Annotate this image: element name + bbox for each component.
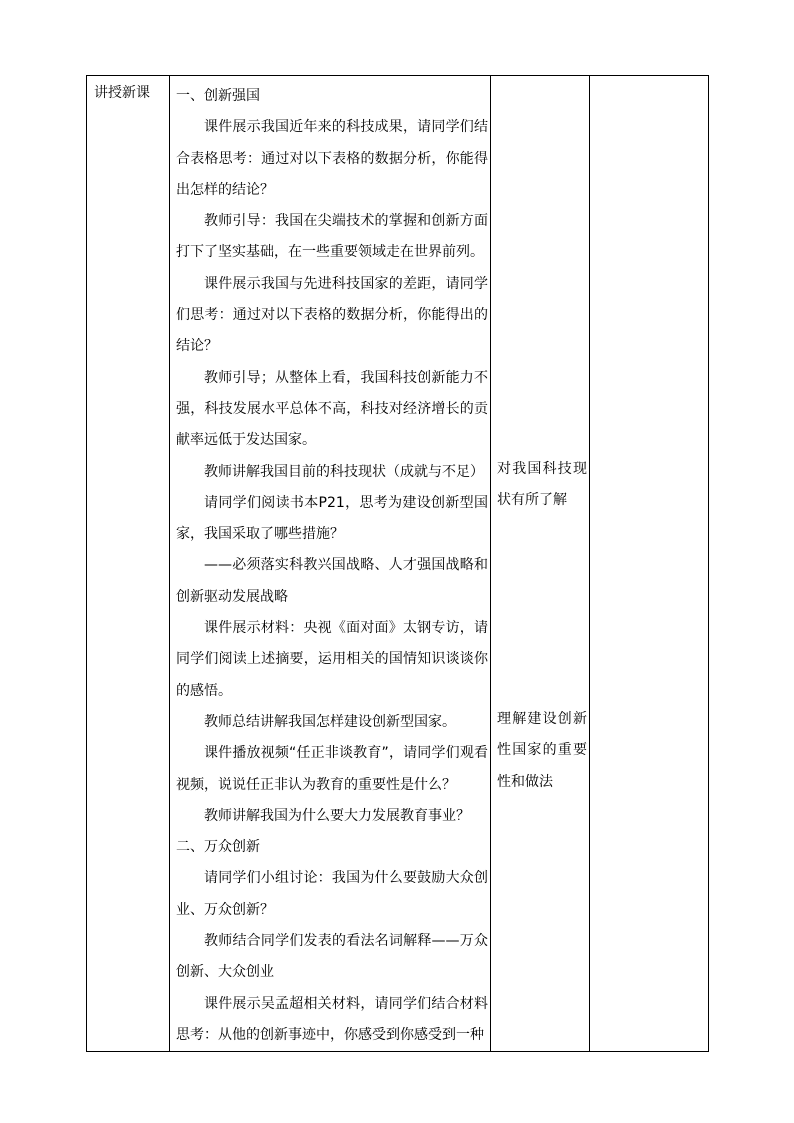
design-intent-text: 理解建设创新性国家的重要性和做法	[497, 711, 587, 790]
table-row	[87, 76, 709, 1052]
content-paragraph: 请同学们小组讨论：我国为什么要鼓励大众创业、万众创新？	[176, 870, 488, 918]
content-paragraph: 教师讲解我国目前的科技现状（成就与不足）	[204, 463, 484, 480]
content-paragraph: 课件展示材料：央视《面对面》太钢专访，请同学们阅读上述摘要，运用相关的国情知识谈谈你的感悟。	[176, 620, 488, 699]
content-paragraph: ——必须落实科教兴国战略、人才强国战略和创新驱动发展战略	[176, 557, 488, 605]
content-paragraph: 一、创新强国	[176, 88, 260, 104]
teaching-content-cell	[170, 76, 491, 1052]
content-paragraph: 请同学们阅读书本P21，思考为建设创新型国家，我国采取了哪些措施？	[176, 494, 488, 543]
content-paragraph: 课件展示我国近年来的科技成果，请同学们结合表格思考：通过对以下表格的数据分析，你能得出怎样的结论？	[176, 119, 488, 198]
row-label: 讲授新课	[94, 85, 150, 101]
lesson-plan-table	[86, 75, 709, 1052]
content-paragraph: 二、万众创新	[176, 839, 260, 856]
content-paragraph: 教师结合同学们发表的看法名词解释——万众创新、大众创业	[176, 933, 488, 981]
content-paragraph: 教师讲解我国为什么要大力发展教育事业？	[204, 807, 470, 824]
content-paragraph: 教师总结讲解我国怎样建设创新型国家。	[204, 713, 456, 730]
design-intent-cell	[491, 76, 590, 1052]
content-paragraph: 课件展示我国与先进科技国家的差距，请同学们思考：通过对以下表格的数据分析，你能得出的结论？	[176, 275, 488, 355]
content-paragraph: 教师引导：我国在尖端技术的掌握和创新方面打下了坚实基础，在一些重要领域走在世界前列。	[176, 213, 488, 261]
content-paragraph: 课件播放视频“任正非谈教育”，请同学们观看视频，说说任正非认为教育的重要性是什么？	[176, 745, 488, 793]
content-paragraph: 教师引导；从整体上看，我国科技创新能力不强，科技发展水平总体不高，科技对经济增长的贡献率远低于发达国家。	[176, 369, 488, 449]
row-label-cell	[87, 76, 170, 1052]
content-paragraph: 课件展示吴孟超相关材料，请同学们结合材料思考：从他的创新事迹中，你感受到你感受到一种	[176, 995, 488, 1043]
design-intent-text: 对我国科技现状有所了解	[497, 461, 587, 509]
empty-cell	[590, 76, 709, 1052]
